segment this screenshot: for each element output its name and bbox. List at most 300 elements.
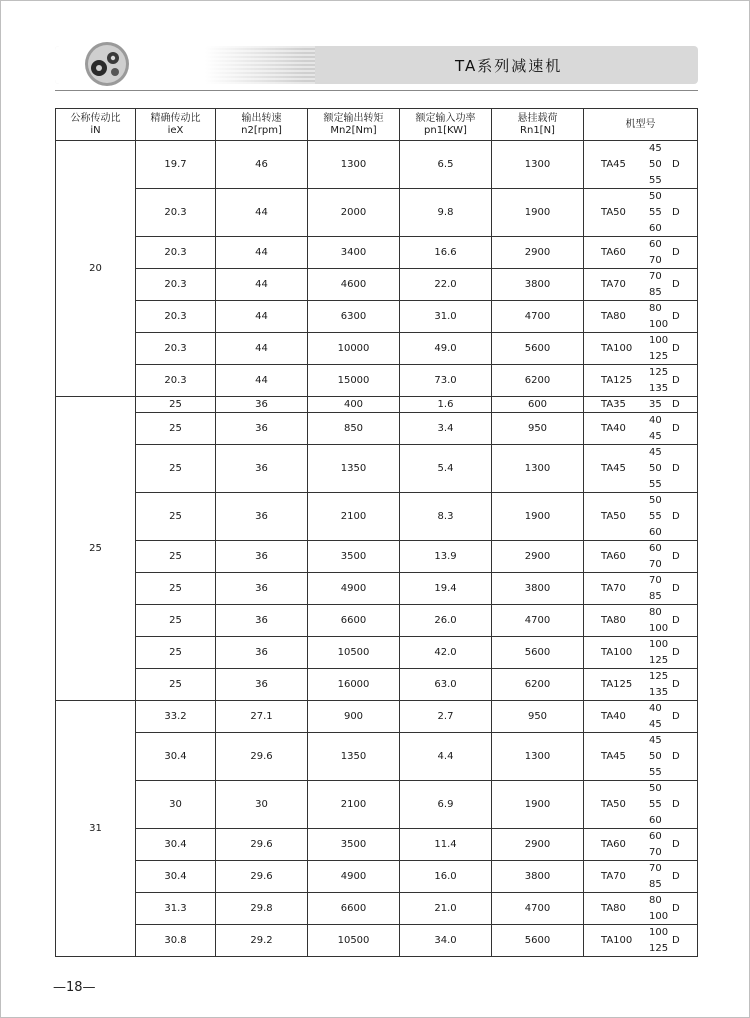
model-cell <box>584 637 698 669</box>
model-suffix: D <box>672 374 680 386</box>
model-suffix: D <box>672 246 680 258</box>
mn2-cell: 2000 <box>308 189 400 237</box>
nominal-ratio-cell: 20 <box>56 141 136 397</box>
model-size: 85 <box>649 590 662 602</box>
model-name: TA45 <box>601 462 626 474</box>
model-sizes <box>649 637 668 669</box>
model-suffix: D <box>672 398 680 410</box>
table-row <box>56 733 698 781</box>
n2-cell: 29.6 <box>216 733 308 781</box>
pn1-cell: 49.0 <box>400 333 492 365</box>
rn1-cell: 1300 <box>492 141 584 189</box>
pn1-cell: 42.0 <box>400 637 492 669</box>
column-header <box>56 109 136 141</box>
n2-cell: 36 <box>216 413 308 445</box>
model-size: 125 <box>649 670 669 682</box>
pn1-cell: 73.0 <box>400 365 492 397</box>
column-header-label: 机型号 <box>625 118 656 130</box>
column-header-unit: Rn1[N] <box>520 124 555 136</box>
model-size: 70 <box>649 254 662 266</box>
table-row <box>56 189 698 237</box>
rn1-cell: 6200 <box>492 669 584 701</box>
model-size: 40 <box>649 702 662 714</box>
mn2-cell: 10500 <box>308 637 400 669</box>
model-sizes <box>649 141 662 189</box>
rn1-cell: 4700 <box>492 605 584 637</box>
model-cell <box>584 445 698 493</box>
model-suffix: D <box>672 614 680 626</box>
table-row <box>56 413 698 445</box>
model-name: TA70 <box>601 278 626 290</box>
rn1-cell: 1300 <box>492 445 584 493</box>
model-size: 50 <box>649 750 662 762</box>
iex-cell: 30.4 <box>136 733 216 781</box>
rn1-cell: 2900 <box>492 237 584 269</box>
column-header-label: 精确传动比 <box>150 112 201 124</box>
iex-cell: 30.8 <box>136 925 216 957</box>
iex-cell: 25 <box>136 637 216 669</box>
table-row <box>56 829 698 861</box>
rn1-cell: 6200 <box>492 365 584 397</box>
model-suffix: D <box>672 646 680 658</box>
model-suffix: D <box>672 678 680 690</box>
column-header <box>136 109 216 141</box>
model-size: 50 <box>649 782 662 794</box>
table-row <box>56 365 698 397</box>
table-row <box>56 141 698 189</box>
model-suffix: D <box>672 798 680 810</box>
mn2-cell: 16000 <box>308 669 400 701</box>
model-cell <box>584 573 698 605</box>
model-sizes <box>649 301 668 333</box>
table-row <box>56 237 698 269</box>
column-header-unit: pn1[KW] <box>424 124 467 136</box>
n2-cell: 46 <box>216 141 308 189</box>
model-cell <box>584 605 698 637</box>
mn2-cell: 6300 <box>308 301 400 333</box>
gear-reducer-logo-icon <box>83 40 131 88</box>
model-suffix: D <box>672 158 680 170</box>
model-name: TA45 <box>601 750 626 762</box>
table-row <box>56 861 698 893</box>
model-sizes <box>649 493 662 541</box>
page-number: —18— <box>53 980 96 995</box>
iex-cell: 25 <box>136 397 216 413</box>
table-row <box>56 493 698 541</box>
model-suffix: D <box>672 422 680 434</box>
model-size: 55 <box>649 174 662 186</box>
model-suffix: D <box>672 342 680 354</box>
model-cell <box>584 413 698 445</box>
rn1-cell: 4700 <box>492 301 584 333</box>
n2-cell: 36 <box>216 493 308 541</box>
model-size: 80 <box>649 894 662 906</box>
nominal-ratio-cell: 31 <box>56 701 136 957</box>
model-cell <box>584 733 698 781</box>
table-row <box>56 573 698 605</box>
model-size: 70 <box>649 846 662 858</box>
pn1-cell: 4.4 <box>400 733 492 781</box>
mn2-cell: 2100 <box>308 493 400 541</box>
rn1-cell: 4700 <box>492 893 584 925</box>
rn1-cell: 950 <box>492 701 584 733</box>
model-cell <box>584 237 698 269</box>
mn2-cell: 3400 <box>308 237 400 269</box>
model-sizes <box>649 669 668 701</box>
model-cell <box>584 365 698 397</box>
column-header-unit: n2[rpm] <box>241 124 282 136</box>
column-header <box>400 109 492 141</box>
rn1-cell: 1900 <box>492 493 584 541</box>
model-name: TA100 <box>601 646 633 658</box>
model-cell <box>584 269 698 301</box>
table-row <box>56 701 698 733</box>
model-name: TA80 <box>601 614 626 626</box>
model-cell <box>584 701 698 733</box>
model-size: 60 <box>649 222 662 234</box>
iex-cell: 30.4 <box>136 829 216 861</box>
rn1-cell: 3800 <box>492 573 584 605</box>
iex-cell: 20.3 <box>136 301 216 333</box>
n2-cell: 36 <box>216 605 308 637</box>
rn1-cell: 5600 <box>492 637 584 669</box>
column-header-label: 公称传动比 <box>70 112 121 124</box>
n2-cell: 29.2 <box>216 925 308 957</box>
model-sizes <box>649 605 668 637</box>
model-name: TA60 <box>601 550 626 562</box>
mn2-cell: 3500 <box>308 829 400 861</box>
model-sizes <box>649 541 662 573</box>
n2-cell: 36 <box>216 669 308 701</box>
model-name: TA40 <box>601 422 626 434</box>
rn1-cell: 1900 <box>492 781 584 829</box>
model-suffix: D <box>672 902 680 914</box>
model-sizes <box>649 701 662 733</box>
n2-cell: 44 <box>216 237 308 269</box>
model-name: TA125 <box>601 374 633 386</box>
model-size: 55 <box>649 510 662 522</box>
model-suffix: D <box>672 310 680 322</box>
n2-cell: 44 <box>216 301 308 333</box>
iex-cell: 33.2 <box>136 701 216 733</box>
mn2-cell: 1350 <box>308 445 400 493</box>
model-size: 60 <box>649 542 662 554</box>
column-header <box>584 109 698 141</box>
column-header <box>308 109 400 141</box>
rn1-cell: 5600 <box>492 925 584 957</box>
model-size: 40 <box>649 414 662 426</box>
table-row <box>56 397 698 413</box>
iex-cell: 25 <box>136 605 216 637</box>
iex-cell: 20.3 <box>136 237 216 269</box>
n2-cell: 44 <box>216 189 308 237</box>
column-header-label: 输出转速 <box>241 112 282 124</box>
model-suffix: D <box>672 934 680 946</box>
column-header <box>216 109 308 141</box>
rn1-cell: 1900 <box>492 189 584 237</box>
rn1-cell: 5600 <box>492 333 584 365</box>
pn1-cell: 9.8 <box>400 189 492 237</box>
model-cell <box>584 333 698 365</box>
model-cell <box>584 189 698 237</box>
model-cell <box>584 781 698 829</box>
n2-cell: 29.6 <box>216 829 308 861</box>
model-size: 70 <box>649 558 662 570</box>
table-row <box>56 781 698 829</box>
model-suffix: D <box>672 582 680 594</box>
model-name: TA80 <box>601 310 626 322</box>
model-suffix: D <box>672 206 680 218</box>
model-size: 100 <box>649 622 669 634</box>
iex-cell: 31.3 <box>136 893 216 925</box>
column-header-unit: Mn2[Nm] <box>330 124 377 136</box>
iex-cell: 20.3 <box>136 189 216 237</box>
model-sizes <box>649 413 662 445</box>
pn1-cell: 63.0 <box>400 669 492 701</box>
mn2-cell: 3500 <box>308 541 400 573</box>
model-name: TA35 <box>601 398 626 410</box>
model-cell <box>584 541 698 573</box>
n2-cell: 36 <box>216 541 308 573</box>
model-size: 70 <box>649 270 662 282</box>
model-name: TA40 <box>601 710 626 722</box>
model-size: 80 <box>649 302 662 314</box>
model-name: TA50 <box>601 798 626 810</box>
model-name: TA100 <box>601 934 633 946</box>
pn1-cell: 22.0 <box>400 269 492 301</box>
pn1-cell: 16.6 <box>400 237 492 269</box>
iex-cell: 20.3 <box>136 333 216 365</box>
model-name: TA50 <box>601 510 626 522</box>
mn2-cell: 4600 <box>308 269 400 301</box>
n2-cell: 44 <box>216 269 308 301</box>
iex-cell: 25 <box>136 445 216 493</box>
pn1-cell: 2.7 <box>400 701 492 733</box>
n2-cell: 30 <box>216 781 308 829</box>
model-size: 100 <box>649 910 669 922</box>
column-header-label: 额定输出转矩 <box>323 112 384 124</box>
iex-cell: 25 <box>136 573 216 605</box>
model-cell <box>584 893 698 925</box>
pn1-cell: 13.9 <box>400 541 492 573</box>
model-size: 60 <box>649 238 662 250</box>
model-name: TA45 <box>601 158 626 170</box>
pn1-cell: 34.0 <box>400 925 492 957</box>
model-sizes <box>649 925 668 957</box>
model-size: 70 <box>649 862 662 874</box>
model-sizes <box>649 893 668 925</box>
model-suffix: D <box>672 510 680 522</box>
model-size: 55 <box>649 766 662 778</box>
mn2-cell: 6600 <box>308 605 400 637</box>
n2-cell: 36 <box>216 573 308 605</box>
column-header-unit: ieX <box>167 124 184 136</box>
column-header-label: 额定输入功率 <box>415 112 476 124</box>
model-cell <box>584 861 698 893</box>
iex-cell: 20.3 <box>136 269 216 301</box>
mn2-cell: 2100 <box>308 781 400 829</box>
model-name: TA70 <box>601 582 626 594</box>
n2-cell: 44 <box>216 365 308 397</box>
model-size: 45 <box>649 446 662 458</box>
pn1-cell: 6.9 <box>400 781 492 829</box>
model-suffix: D <box>672 550 680 562</box>
pn1-cell: 21.0 <box>400 893 492 925</box>
model-name: TA125 <box>601 678 633 690</box>
table-row <box>56 301 698 333</box>
model-size: 125 <box>649 366 669 378</box>
model-cell <box>584 493 698 541</box>
table-row <box>56 445 698 493</box>
iex-cell: 19.7 <box>136 141 216 189</box>
mn2-cell: 900 <box>308 701 400 733</box>
rn1-cell: 2900 <box>492 829 584 861</box>
model-size: 50 <box>649 190 662 202</box>
iex-cell: 25 <box>136 413 216 445</box>
pn1-cell: 26.0 <box>400 605 492 637</box>
table-row <box>56 269 698 301</box>
rn1-cell: 2900 <box>492 541 584 573</box>
table-row <box>56 605 698 637</box>
pn1-cell: 19.4 <box>400 573 492 605</box>
model-size: 135 <box>649 382 669 394</box>
pn1-cell: 6.5 <box>400 141 492 189</box>
model-suffix: D <box>672 750 680 762</box>
model-size: 50 <box>649 158 662 170</box>
model-size: 60 <box>649 814 662 826</box>
model-size: 100 <box>649 926 669 938</box>
model-sizes <box>649 189 662 237</box>
model-size: 55 <box>649 206 662 218</box>
model-sizes <box>649 445 662 493</box>
mn2-cell: 1300 <box>308 141 400 189</box>
pn1-cell: 8.3 <box>400 493 492 541</box>
n2-cell: 29.8 <box>216 893 308 925</box>
model-suffix: D <box>672 838 680 850</box>
model-sizes <box>649 781 662 829</box>
rn1-cell: 950 <box>492 413 584 445</box>
model-size: 135 <box>649 686 669 698</box>
model-cell <box>584 301 698 333</box>
mn2-cell: 4900 <box>308 861 400 893</box>
header-divider <box>55 90 698 91</box>
pn1-cell: 3.4 <box>400 413 492 445</box>
pn1-cell: 16.0 <box>400 861 492 893</box>
model-name: TA50 <box>601 206 626 218</box>
n2-cell: 29.6 <box>216 861 308 893</box>
table-row <box>56 637 698 669</box>
model-name: TA80 <box>601 902 626 914</box>
column-header-label: 悬挂载荷 <box>517 112 558 124</box>
model-sizes <box>649 269 662 301</box>
table-row <box>56 333 698 365</box>
pn1-cell: 11.4 <box>400 829 492 861</box>
table-row <box>56 669 698 701</box>
model-name: TA60 <box>601 838 626 850</box>
mn2-cell: 10000 <box>308 333 400 365</box>
model-suffix: D <box>672 710 680 722</box>
model-suffix: D <box>672 462 680 474</box>
mn2-cell: 6600 <box>308 893 400 925</box>
model-size: 100 <box>649 334 669 346</box>
model-sizes <box>649 733 662 781</box>
mn2-cell: 10500 <box>308 925 400 957</box>
model-sizes <box>649 237 662 269</box>
iex-cell: 25 <box>136 669 216 701</box>
model-size: 100 <box>649 638 669 650</box>
mn2-cell: 1350 <box>308 733 400 781</box>
iex-cell: 30 <box>136 781 216 829</box>
model-name: TA60 <box>601 246 626 258</box>
mn2-cell: 4900 <box>308 573 400 605</box>
page-header <box>55 46 698 84</box>
model-size: 60 <box>649 830 662 842</box>
mn2-cell: 15000 <box>308 365 400 397</box>
rn1-cell: 3800 <box>492 269 584 301</box>
n2-cell: 44 <box>216 333 308 365</box>
model-size: 45 <box>649 142 662 154</box>
mn2-cell: 850 <box>308 413 400 445</box>
model-sizes <box>649 397 662 413</box>
model-size: 55 <box>649 798 662 810</box>
model-suffix: D <box>672 870 680 882</box>
model-cell <box>584 397 698 413</box>
model-suffix: D <box>672 278 680 290</box>
model-size: 85 <box>649 286 662 298</box>
model-sizes <box>649 333 668 365</box>
mn2-cell: 400 <box>308 397 400 413</box>
rn1-cell: 1300 <box>492 733 584 781</box>
table-row <box>56 925 698 957</box>
model-size: 125 <box>649 654 669 666</box>
model-size: 125 <box>649 350 669 362</box>
model-size: 70 <box>649 574 662 586</box>
model-size: 80 <box>649 606 662 618</box>
n2-cell: 36 <box>216 637 308 669</box>
table-row <box>56 893 698 925</box>
model-size: 45 <box>649 718 662 730</box>
model-size: 55 <box>649 478 662 490</box>
table-header-row <box>56 109 698 141</box>
rn1-cell: 3800 <box>492 861 584 893</box>
model-sizes <box>649 573 662 605</box>
spec-table <box>55 108 698 957</box>
model-name: TA100 <box>601 342 633 354</box>
iex-cell: 20.3 <box>136 365 216 397</box>
iex-cell: 25 <box>136 493 216 541</box>
model-size: 35 <box>649 398 662 410</box>
model-size: 85 <box>649 878 662 890</box>
model-cell <box>584 925 698 957</box>
rn1-cell: 600 <box>492 397 584 413</box>
iex-cell: 30.4 <box>136 861 216 893</box>
pn1-cell: 1.6 <box>400 397 492 413</box>
table-row <box>56 541 698 573</box>
nominal-ratio-cell: 25 <box>56 397 136 701</box>
model-name: TA70 <box>601 870 626 882</box>
n2-cell: 36 <box>216 397 308 413</box>
model-sizes <box>649 829 662 861</box>
model-sizes <box>649 365 668 397</box>
pn1-cell: 31.0 <box>400 301 492 333</box>
model-size: 50 <box>649 462 662 474</box>
page-title: TA系列减速机 <box>455 57 563 75</box>
model-sizes <box>649 861 662 893</box>
pn1-cell: 5.4 <box>400 445 492 493</box>
n2-cell: 36 <box>216 445 308 493</box>
column-header-unit: iN <box>90 124 101 136</box>
model-size: 45 <box>649 734 662 746</box>
